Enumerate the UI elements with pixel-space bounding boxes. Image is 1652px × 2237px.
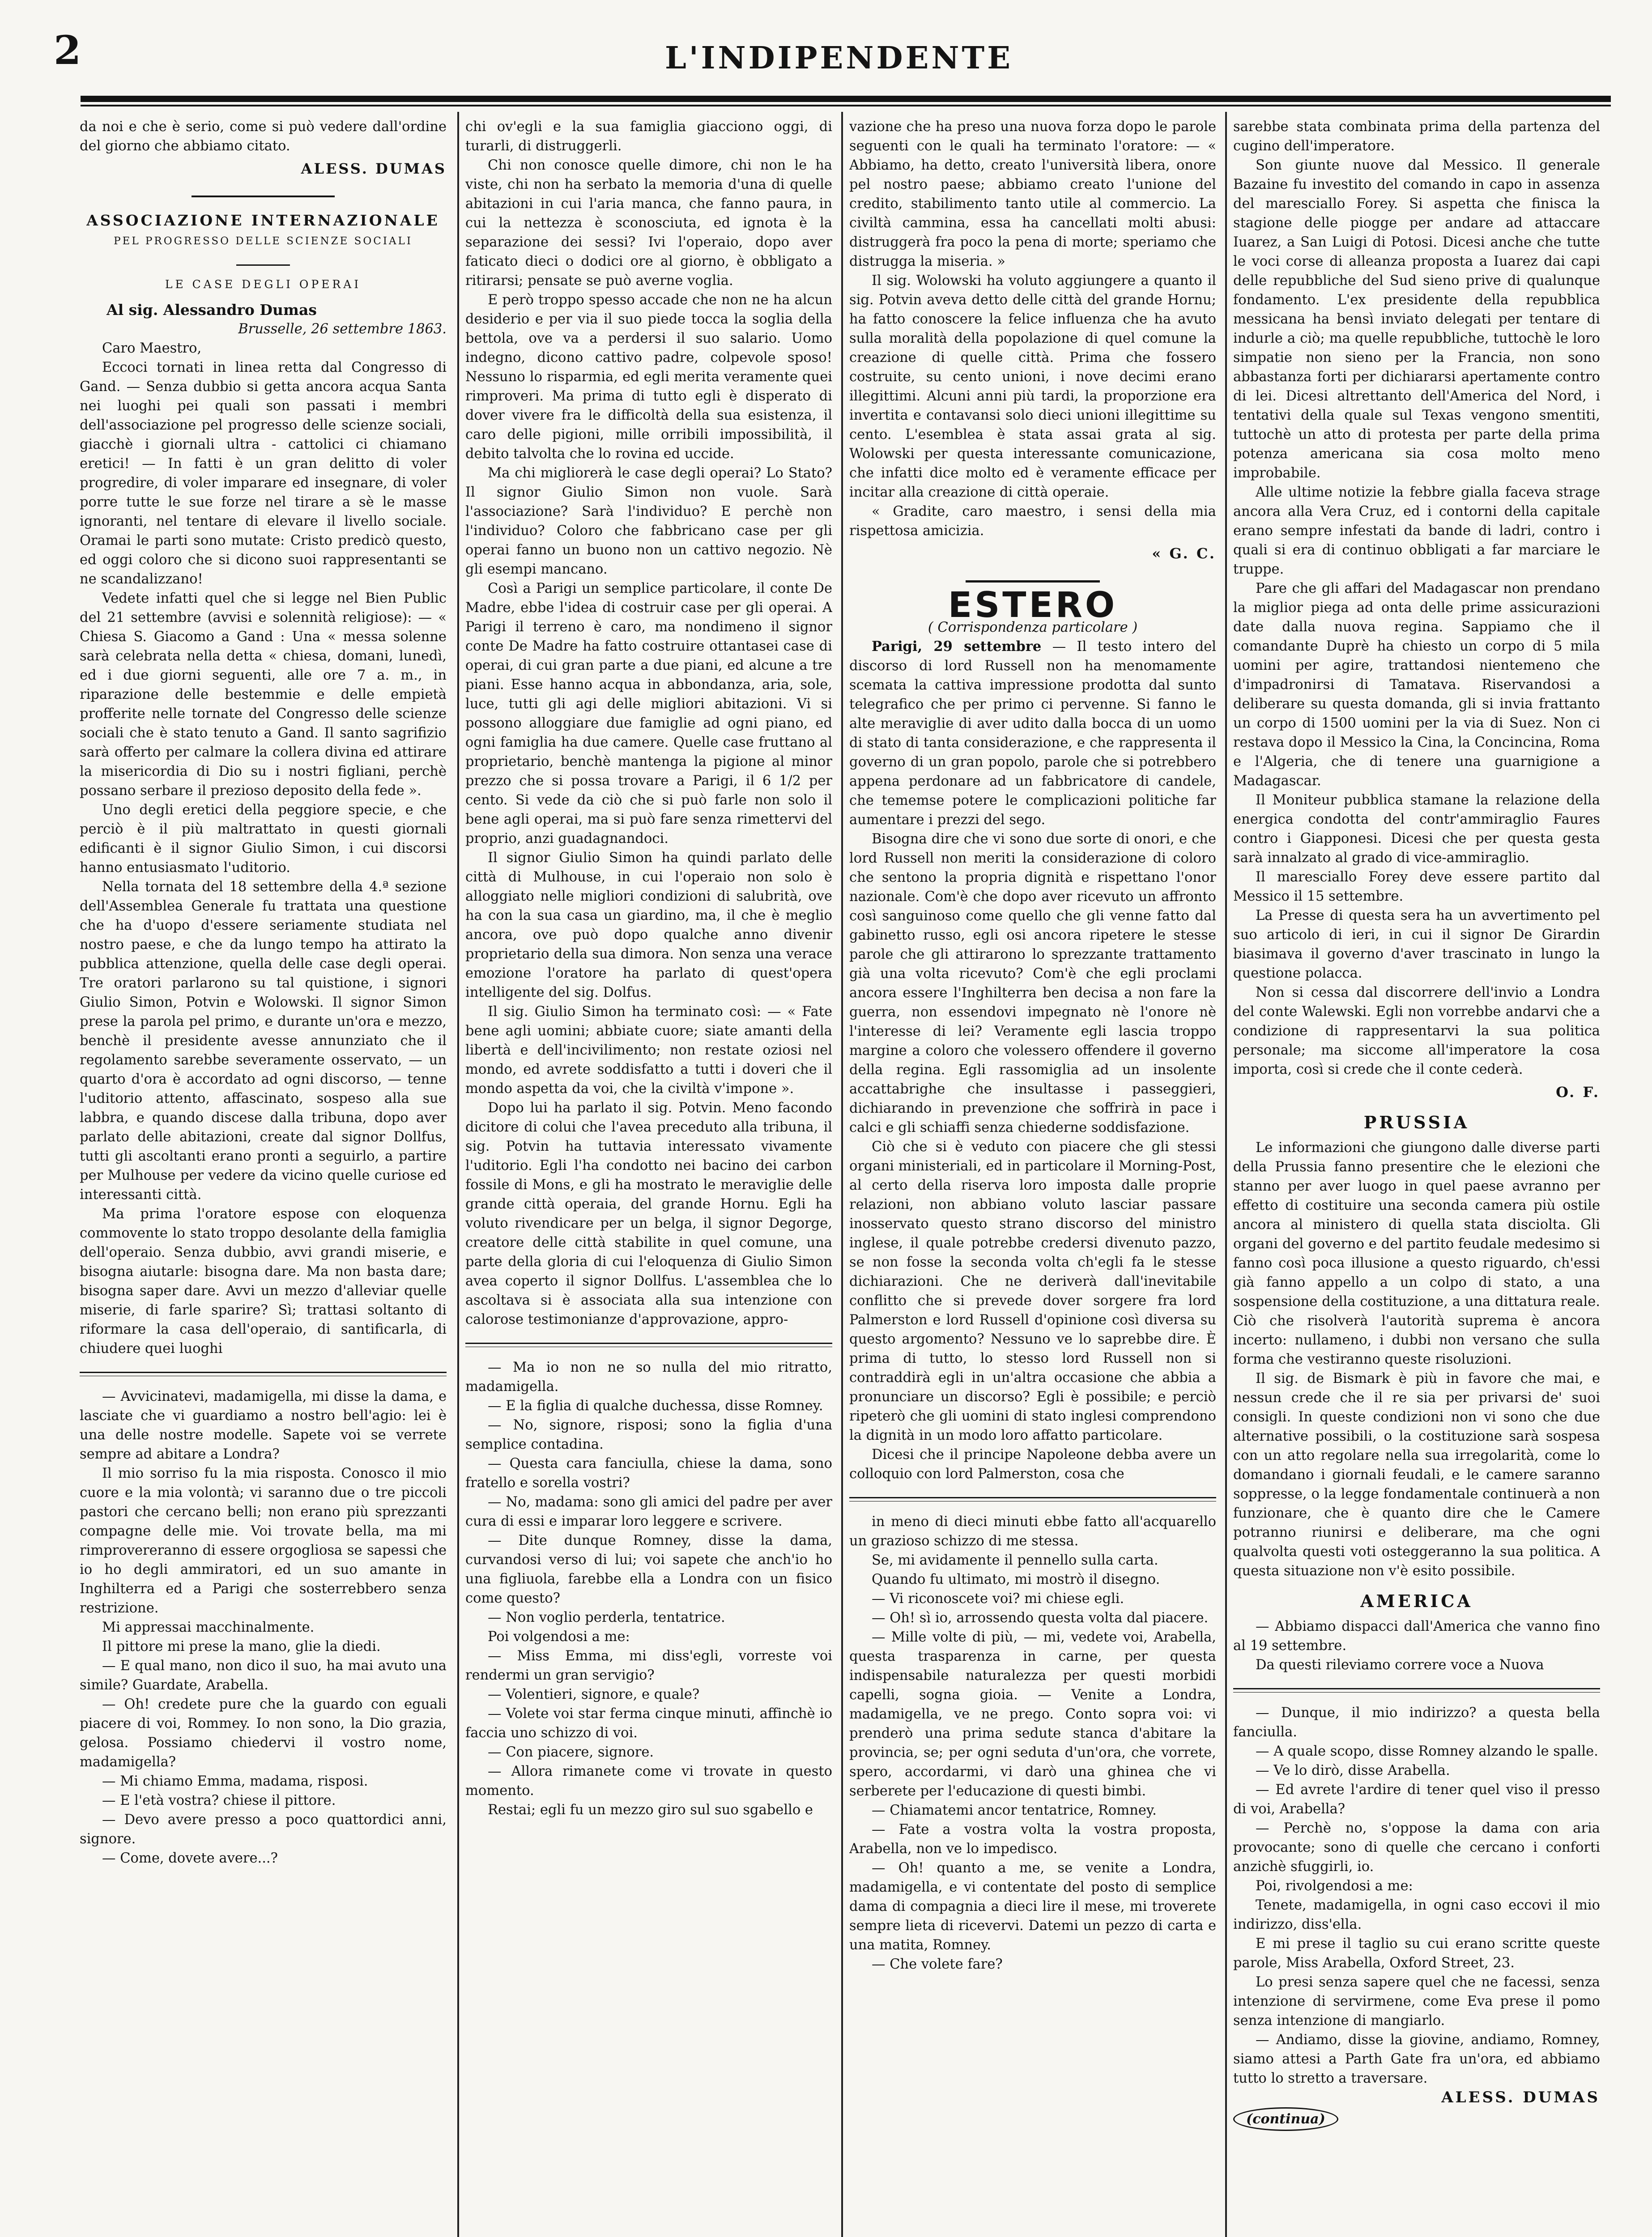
feuilleton-line: E mi prese il taglio su cui erano scritte queste parole, Miss Arabella, Oxford Street, 23. <box>1233 1936 1600 1971</box>
paragraph: Il maresciallo Forey deve essere partito dal Messico il 15 settembre. <box>1233 869 1600 904</box>
feuilleton-line: — No, signore, risposi; sono la figlia d'una semplice contadina. <box>465 1417 832 1452</box>
author-signature: « G. C. <box>1152 545 1216 562</box>
feuilleton-line: — Vi riconoscete voi? mi chiese egli. <box>872 1591 1124 1607</box>
feuilleton-line: — Che volete fare? <box>872 1956 1003 1972</box>
feuilleton-line: Quando fu ultimato, mi mostrò il disegno. <box>872 1572 1160 1587</box>
feuilleton-line: — Devo avere presso a poco quattordici anni, signore. <box>80 1812 447 1847</box>
feuilleton-line: Poi volgendosi a me: <box>488 1629 630 1645</box>
feuilleton-line: — Mille volte di più, — mi, vedete voi, Arabella, questa trasparenza in carne, per questa indispensabile naturalezza per questi morbidi capelli, sogna gioia. — Venite a Londra, madamigella, ve ne prego. Conto sopra voi: vi prenderò una prima sedute stanca d'abitare la provincia, se; per ogni seduta d'un'ora, che vorrete, spero, accordarmi, vi darò una ghinea che vi serberete per l'educazione di questi bimbi. <box>849 1629 1216 1799</box>
column-2 <box>465 117 832 2237</box>
feuilleton-line: Se, mi avidamente il pennello sulla carta. <box>872 1552 1158 1568</box>
feuilleton-line: — Andiamo, disse la giovine, andiamo, Romney, siamo attesi a Parth Gate fra un'ora, ed abbiamo tutto lo stretto a traversare. <box>1233 2032 1600 2086</box>
feuilleton-line: — Fate a vostra volta la vostra proposta, Arabella, non ve lo impedisco. <box>849 1822 1216 1857</box>
paragraph: — Abbiamo dispacci dall'America che vanno fino al 19 settembre. <box>1233 1619 1600 1654</box>
newspaper-title: L'INDIPENDENTE <box>665 40 1013 76</box>
feuilleton-line: — Oh! quanto a me, se venite a Londra, madamigella, e vi contentate del posto di semplice dama di compagnia a dieci lire il mese, mi troverete sempre lieta di ricevervi. Datemi un pezzo di carta e una matita, Romney. <box>849 1860 1216 1953</box>
feuilleton-line: — Ma io non ne so nulla del mio ritratto, madamigella. <box>465 1360 832 1395</box>
paragraph: Il Moniteur pubblica stamane la relazione della energica condotta del contr'ammiraglio Faures contro i Giapponesi. Dicesi che per questa gesta sarà innalzato al grado di vice-ammiraglio. <box>1233 792 1600 866</box>
paragraph: sarebbe stata combinata prima della partenza del cugino dell'imperatore. <box>1233 119 1600 154</box>
feuilleton-line: — Dite dunque Romney, disse la dama, curvandosi verso di lui; voi sapete che anch'io ho una figliuola, farebbe ella a Londra con un fisico come questo? <box>465 1533 832 1606</box>
paragraph-text: — Il testo intero del discorso di lord Russell non ha menomamente scemata la cattiva impressione prodotta dal sunto telegrafico che per primo ci pervenne. Si fanno le alte meraviglie di aver udito dalla bocca di un uomo di stato di tanta considerazione, e che rappresenta il governo di un gran popolo, parole che si potrebbero appena perdonare ad un fabbricatore di candele, che tememse potere le complicazioni politiche far aumentare i prezzi del sego. <box>849 639 1216 828</box>
column-1 <box>80 117 447 2237</box>
feuilleton-line: — Allora rimanete come vi trovate in questo momento. <box>465 1764 832 1799</box>
column-separator <box>457 112 459 2237</box>
feuilleton-line: — A quale scopo, disse Romney alzando le spalle. <box>1256 1744 1598 1759</box>
paragraph: Il sig. de Bismark è più in favore che mai, e nessun crede che il re sia per privarsi de' suoi consigli. In queste condizioni non vi sono che due alternative possibili, o la costituzione sarà sospesa con un atto regolare nella sua irregolarità, come lo domandano i giornali feudali, e le camere saranno soppresse, o la legge fondamentale continuerà a non funzionare, che è quanto dire che le Camere potranno riunirsi e deliberare, ma che ogni qualvolta questi voti osteggeranno la sua politica. A questa situazione non v'è esito possibile. <box>1233 1371 1600 1579</box>
dateline: Brusselle, 26 settembre 1863. <box>238 321 447 337</box>
masthead-rule <box>81 96 1611 102</box>
paragraph: Il sig. Giulio Simon ha terminato così: — « Fate bene agli uomini; abbiate cuore; siate amanti della libertà e dell'incivilimento; non restate oziosi nel mondo, ed avrete soddisfatto a tutti i doveri che il mondo aspetta da voi, che la civiltà v'impone ». <box>465 1004 832 1097</box>
country-heading: AMERICA <box>1360 1591 1473 1611</box>
continua-stamp: (continua) <box>1233 2107 1338 2131</box>
feuilleton-line: — Avvicinatevi, madamigella, mi disse la dama, e lasciate che vi guardiamo a nostro bell'agio: lei è una delle nostre modelle. Sapete voi se verrete sempre ad abitare a Londra? <box>80 1389 447 1462</box>
feuilleton-line: — No, madama: sono gli amici del padre per aver cura di essi e imparar loro leggere e scrivere. <box>465 1494 832 1529</box>
page-number: 2 <box>54 27 81 73</box>
paragraph: da noi e che è serio, come si può vedere dall'ordine del giorno che abbiamo citato. <box>80 119 447 154</box>
feuilleton-line: Poi, rivolgendosi a me: <box>1256 1878 1413 1894</box>
paragraph <box>849 637 1216 829</box>
paragraph: Alle ultime notizie la febbre gialla faceva strage ancora alla Vera Cruz, ed i contorni della capitale erano sempre infestati da bande di ladri, contro i quali si era di continuo obbligati a far marciare le truppe. <box>1233 485 1600 577</box>
feuilleton-line: — Volentieri, signore, e quale? <box>488 1687 700 1702</box>
section-heading: ASSOCIAZIONE INTERNAZIONALE <box>86 212 440 229</box>
paragraph: Pare che gli affari del Madagascar non prendano la miglior piega ad onta delle prime assicurazioni date dalla nuova regina. Sappiamo che il comandante Duprè ha chiesto un corpo di 5 mila uomini per agire, trattandosi nientemeno che d'impadronirsi di Tamatava. Riservandosi a deliberare su questa domanda, gli si invia frattanto un corpo di 1500 uomini per la via di Suez. Non ci restava dopo il Messico la Cina, la Concincina, Roma e l'Algeria, che di tenere una guarnigione a Madagascar. <box>1233 581 1600 789</box>
feuilleton-line: Il pittore mi prese la mano, glie la diedi. <box>102 1639 381 1654</box>
author-signature: O. F. <box>1556 1084 1600 1101</box>
feuilleton-divider <box>465 1343 832 1347</box>
letter-address: Al sig. Alessandro Dumas <box>106 301 317 319</box>
paragraph: Dicesi che il principe Napoleone debba avere un colloquio con lord Palmerston, cosa che <box>849 1447 1216 1482</box>
paragraph: Il sig. Wolowski ha voluto aggiungere a quanto il sig. Potvin aveva detto delle città del grande Hornu; ha fatto conoscere la felice influenza che ha avuto sulla moralità della popolazione di quel comune la creazione di quelle città. Prima che fossero costruite, su cento unioni, i nove decimi erano illegittimi. Alcuni anni più tardi, la proporzione era invertita e contavansi solo dieci unioni illegittime su cento. L'esemblea è stata assai grata al sig. Wolowski per questa interessante comunicazione, che infatti dice molto ed è veramente efficace per incitar alla creazione di città operaie. <box>849 273 1216 500</box>
salutation: Caro Maestro, <box>102 340 202 356</box>
paragraph: Chi non conosce quelle dimore, chi non le ha viste, chi non ha serbato la memoria d'una di quelle abitazioni in cui l'aria manca, che fanno paura, in cui la nettezza è sconosciuta, ed ignota è la separazione dei sessi? Ivi l'operaio, dopo aver faticato dieci o dodici ore al giorno, è obbligato a ritirarsi; pensate se può averne voglia. <box>465 157 832 289</box>
masthead <box>72 22 1606 89</box>
paragraph: « Gradite, caro maestro, i sensi della mia rispettosa amicizia. <box>849 504 1216 539</box>
paragraph: Ma prima l'oratore espose con eloquenza commovente lo stato troppo desolante della famiglia dell'operaio. Senza dubbio, avvi grandi miserie, e bisogna aiutarle: bisogna dare. Ma non basta dare; bisogna saper dare. Avvi un mezzo d'alleviar quelle miserie, di farle sparire? Sì; trattasi soltanto di riformare la casa dell'operaio, di santificarla, di chiudere quei luoghi <box>80 1206 447 1357</box>
column-3 <box>849 117 1216 2237</box>
column-separator <box>841 112 843 2237</box>
feuilleton-line: in meno di dieci minuti ebbe fatto all'acquarello un grazioso schizzo di me stessa. <box>849 1514 1216 1549</box>
paragraph: Uno degli eretici della peggiore specie, e che perciò è il più maltrattato in questi giornali edificanti è il signor Giulio Simon, i cui discorsi hanno entusiasmato l'uditorio. <box>80 802 447 876</box>
feuilleton-divider <box>80 1372 447 1376</box>
section-subheading: PEL PROGRESSO DELLE SCIENZE SOCIALI <box>114 235 413 247</box>
feuilleton-line: — Questa cara fanciulla, chiese la dama, sono fratello e sorella vostri? <box>465 1456 832 1491</box>
paragraph: chi ov'egli e la sua famiglia giacciono oggi, di turarli, di distruggerli. <box>465 119 832 154</box>
paragraph: Nella tornata del 18 settembre della 4.ª sezione dell'Assemblea Generale fu trattata una questione che ha d'uopo d'essere seriamente studiata nel nostro paese, e che da lungo tempo ha attirato la pubblica attenzione, quella delle case degli operai. Tre oratori parlarono su tal quistione, i signori Giulio Simon, Potvin e Wolowski. Il signor Simon prese la parola pel primo, e durante un'ora e mezzo, benchè il presidente avesse annunziato che il regolamento sarebbe severamente osservato, — un quarto d'ora è accordato ad ogni discorso, — tenne l'uditorio attento, affascinato, sospeso alla sue labbra, e quando discese dalla tribuna, dopo aver parlato delle abitazioni, create dal signor Dollfus, tutti gli ascoltanti erano pronti a seguirlo, a partire per Mulhouse per vedere da vicino quelle curiose ed interessanti città. <box>80 879 447 1203</box>
feuilleton-line: — Oh! credete pure che la guardo con eguali piacere di voi, Rommey. Io non sono, la Dio grazia, gelosa. Possiamo chiedervi il vostro nome, madamigella? <box>80 1697 447 1770</box>
continua-wrapper <box>1233 2107 1600 2131</box>
paragraph: Dopo lui ha parlato il sig. Potvin. Meno facondo dicitore di colui che l'avea preceduto alla tribuna, il sig. Potvin ha tuttavia interessato vivamente l'uditorio. Egli l'ha condotto nei bacino dei carbon fossile di Mons, e gli ha mostrato le meraviglie delle grande città operaia, del grande Hornu. Egli ha voluto rivendicare per un belga, il signor Degorge, creatore delle città stabilite in quel comune, una parte della gloria di cui l'eloquenza di Giulio Simon avea coperto il signor Dollfus. L'assemblea che lo ascoltava si è associata alla sua intenzione con calorose testimonianze d'approvazione, appro- <box>465 1100 832 1327</box>
paragraph: Da questi rileviamo correre voce a Nuova <box>1256 1657 1544 1673</box>
feuilleton-line: — Volete voi star ferma cinque minuti, affinchè io faccia uno schizzo di voi. <box>465 1706 832 1741</box>
section-divider <box>192 196 335 197</box>
country-heading: PRUSSIA <box>1363 1112 1470 1132</box>
feuilleton-line: — Chiamatemi ancor tentatrice, Romney. <box>872 1803 1157 1818</box>
section-heading-estero: ESTERO <box>948 585 1118 625</box>
feuilleton-line: — E la figlia di qualche duchessa, disse Romney. <box>488 1398 823 1414</box>
feuilleton-line: — Dunque, il mio indirizzo? a questa bella fanciulla. <box>1233 1705 1600 1740</box>
feuilleton-line: — E qual mano, non dico il suo, ha mai avuto una simile? Guardate, Arabella. <box>80 1658 447 1693</box>
feuilleton-line: — Non voglio perderla, tentatrice. <box>488 1610 725 1625</box>
paragraph: Bisogna dire che vi sono due sorte di onori, e che lord Russell non meriti la considerazione di coloro che sentono la propria dignità e rispettano l'onor nazionale. Com'è che dopo aver ricevuto un affronto così sanguinoso come quello che gli venne fatto dal gabinetto russo, egli osi ancora ripetere le stesse parole che gli attirarono lo sprezzante trattamento già una volta ricevuto? Com'è che egli proclami ancora essere l'Inghilterra ben decisa a non fare la guerra, non essendovi impegnato nè l'onore nè l'interesse di lei? Veramente egli lascia troppo margine a coloro che volessero offendere il governo della regina. Egli rassomiglia ad un insolente accattabrighe che insultasse i passeggieri, dichiarando in prevenzione che soffrirà in pace i calci e gli schiaffi senza chiederne soddisfazione. <box>849 831 1216 1136</box>
feuilleton-line: Lo presi senza sapere quel che ne facessi, senza intenzione di servirmene, come Eva prese il pomo senza intenzione di mangiarlo. <box>1233 1974 1600 2029</box>
feuilleton-line: Il mio sorriso fu la mia risposta. Conosco il mio cuore e la mia volontà; vi saranno due o tre piccoli pastori che cercano belli; non erano più sprezzanti compagne delle mie. Voi trovate bella, ma mi rimprovereranno di essere orgogliosa se sapessi che io ho degli ammiratori, ed un suo amante in Inghilterra ed a Parigi che sosterrebbero senza restrizione. <box>80 1466 447 1616</box>
column-4 <box>1233 117 1600 2237</box>
feuilleton-line: — Ve lo dirò, disse Arabella. <box>1256 1763 1450 1778</box>
feuilleton-line: — Come, dovete avere...? <box>102 1850 278 1866</box>
feuilleton-line: — Oh! sì io, arrossendo questa volta dal piacere. <box>872 1610 1209 1626</box>
feuilleton-line: — Ed avrete l'ardire di tener quel viso il presso di voi, Arabella? <box>1233 1782 1600 1817</box>
feuilleton-line: — Perchè no, s'oppose la dama con aria provocante; sono di quelle che cercano i conforti anzichè sfuggirli, io. <box>1233 1820 1600 1875</box>
paragraph: Le informazioni che giungono dalle diverse parti della Prussia fanno presentire che le elezioni che stanno per aver luogo in quel paese avranno per effetto di costituire una seconda camera più ostile ancora al ministero di quella stata disciolta. Gli organi del governo e del partito feudale medesimo si fanno così poca illusione a questo riguardo, ch'essi già fanno appello a un colpo di stato, a una sospensione della costituzione, a una dittatura reale. Ciò che risolverà l'autorità suprema è ancora incerto: nullameno, i dubbi non versano che sulla forma che vestiranno queste risoluzioni. <box>1233 1140 1600 1367</box>
section-subheading: ( Corrispondenza particolare ) <box>928 620 1138 635</box>
article-heading: LE CASE DEGLI OPERAI <box>165 278 362 291</box>
paragraph: vazione che ha preso una nuova forza dopo le parole seguenti con le quali ha terminato l'oratore: — « Abbiamo, ha detto, creato l'università libera, onore pel nostro paese; abbiamo creato l'unione del credito, stabilimento tanto utile al commercio. La civiltà cammina, essa ha cancellati molti abusi: distruggerà fra poco la pena di morte; speriamo che distrugga la miseria. » <box>849 119 1216 269</box>
feuilleton-line: Mi appressai macchinalmente. <box>102 1620 315 1635</box>
paragraph: Ciò che si è veduto con piacere che gli stessi organi ministeriali, ed in particolare il Morning-Post, al certo della riserva loro imposta dalle proprie relazioni, non abbiano voluto lasciar passare inosservato questo strano discorso del ministro inglese, il quale potrebbe credersi divenuto pazzo, se non fosse la seconda volta ch'egli fa le stesse dichiarazioni. Che ne deriverà dall'inevitabile conflitto che si prevede dover sorgere fra lord Palmerston e lord Russell d'opinione così diversa su questo argomento? Nessuno ve lo saprebbe dire. È prima di tutto, lo stesso lord Russell non si contraddirà egli in un'altra occasione che abbia a pronunciare un discorso? Egli è possibile; e perciò ripeterò che gli uomini di stato inglesi comprendono la dignità in un modo loro affatto particolare. <box>849 1139 1216 1443</box>
feuilleton-divider <box>849 1497 1216 1501</box>
paragraph: Non si cessa dal discorrere dell'invio a Londra del conte Walewski. Egli non vorrebbe andarvi che a condizione di rappresentarvi la sua politica personale; ma siccome all'imperatore la cosa importa, così si crede che il conte cederà. <box>1233 985 1600 1077</box>
feuilleton-line: — E l'età vostra? chiese il pittore. <box>102 1793 336 1808</box>
paragraph: Son giunte nuove dal Messico. Il generale Bazaine fu investito del comando in capo in assenza del maresciallo Forey. Si aspetta che finisca la stagione delle piogge per andare ad attaccare Iuarez, a San Luigi di Potosi. Dicesi anche che tutte le voci corse di alleanza proposta a Iuarez dai capi delle repubbliche del Sud sieno prive di qualunque fondamento. L'ex presidente della repubblica messicana ha bensì inviato delegati per tentare di indurle a ciò; ma quelle repubbliche, tuttochè le loro simpatie non sieno per la Francia, non sono abbastanza forti per dichiararsi apertamente contro di lei. Dicesi altrettanto dell'America del Nord, i tentativi della quale sul Texas vengono smentiti, tuttochè un atto di protesta per parte della prima potenza americana sia cosa molto meno improbabile. <box>1233 157 1600 481</box>
feuilleton-divider <box>1233 1688 1600 1693</box>
paragraph: Eccoci tornati in linea retta dal Congresso di Gand. — Senza dubbio si getta ancora acqua Santa nei luoghi pei quali son passati i membri dell'associazione pel progresso delle scienze sociali, giacchè i giornali ultra - cattolici ci chiamano eretici! — In fatti è un gran delitto di voler progredire, di voler imparare ed insegnare, di voler porre tutte le sue forze nel tirare a sè le masse ignoranti, nel tentare di elevare il livello sociale. Oramai le parti sono mutate: Cristo predicò questo, ed oggi coloro che si dicono suoi rappresentanti se ne scandalizzano! <box>80 360 447 587</box>
paragraph: Ma chi migliorerà le case degli operai? Lo Stato? Il signor Giulio Simon non vuole. Sarà l'associazione? Sarà l'individuo? E perchè non l'individuo? Coloro che fabbricano case per gli operai fanno un buono non un cattivo negozio. Nè gli esempi mancano. <box>465 465 832 577</box>
author-signature: ALESS. DUMAS <box>301 160 447 177</box>
author-signature: ALESS. DUMAS <box>1441 2088 1600 2106</box>
feuilleton-line: — Mi chiamo Emma, madama, risposi. <box>102 1773 368 1789</box>
dateline: Parigi, 29 settembre <box>872 638 1042 655</box>
paragraph: La Presse di questa sera ha un avvertimento pel suo articolo di ieri, in cui il signor De Girardin biasimava il governo d'aver trascinato in lungo la questione polacca. <box>1233 908 1600 981</box>
column-separator <box>1225 112 1227 2237</box>
feuilleton-line: — Con piacere, signore. <box>488 1744 654 1760</box>
paragraph: E però troppo spesso accade che non ne ha alcun desiderio e per via il suo piede tocca la soglia della bettola, ove va a perdersi il suo salario. Uomo indegno, dicono cattivo padre, colpevole sposo! Nessuno lo risparmia, ed egli merita veramente quei rimproveri. Ma prima di tutto egli è disperato di dover vivere fra le difficoltà della sua esistenza, il caro delle pigioni, mille orribili impossibilità, il debito talvolta che lo rovina ed uccide. <box>465 292 832 462</box>
paragraph: Il signor Giulio Simon ha quindi parlato delle città di Mulhouse, in cui l'operaio non solo è alloggiato nelle migliori condizioni di salubrità, ove ha con la sua casa un giardino, ma, il che è meglio ancora, ove può dopo qualche anno divenir proprietario della sua dimora. Non senza una verace emozione l'oratore ha parlato di quest'opera intelligente del sig. Dolfus. <box>465 850 832 1000</box>
paragraph: Vedete infatti quel che si legge nel Bien Public del 21 settembre (avvisi e solennità religiose): — « Chiesa S. Giacomo a Gand : Una « messa solenne sarà celebrata nella detta « chiesa, domani, lunedì, ed i due giorni seguenti, alle ore 7 a. m., in riparazione delle bestemmie e delle empietà profferite nelle tornate del Congresso delle scienze sociali che è stato tenuto a Gand. Il santo sagrifizio sarà offerto per calmare la collera divina ed attirare la misericordia di Dio su i nostri figliani, perchè possano serbare il prezioso deposito della fede ». <box>80 591 447 799</box>
small-divider <box>236 264 290 266</box>
feuilleton-line: Tenete, madamigella, in ogni caso eccovi il mio indirizzo, diss'ella. <box>1233 1897 1600 1932</box>
section-divider <box>966 580 1100 583</box>
feuilleton-line: Restai; egli fu un mezzo giro sul suo sgabello e <box>488 1802 813 1818</box>
paragraph: Così a Parigi un semplice particolare, il conte De Madre, ebbe l'idea di costruir case per gli operai. A Parigi il terreno è caro, ma nondimeno il signor conte De Madre ha fatto costruire ottantasei case di operai, di cui gran parte a due piani, ed alcune a tre piani. Esse hanno acqua in abbondanza, aria, sole, luce, tutti gli agi delle migliori abitazioni. Vi si possono alloggiare due famiglie ad ogni piano, ed ogni famiglia ha due camere. Quelle case fruttano al proprietario, benchè mantenga la pigione al minor prezzo che si possa trovare a Parigi, il 6 1/2 per cento. Si vede da ciò che si può farle non solo il bene agli operai, ma si può fare senza rimettervi del proprio, anzi guadagnandoci. <box>465 581 832 846</box>
feuilleton-line: — Miss Emma, mi diss'egli, vorreste voi rendermi un gran servigio? <box>465 1648 832 1683</box>
masthead-rule-thin <box>81 105 1611 106</box>
